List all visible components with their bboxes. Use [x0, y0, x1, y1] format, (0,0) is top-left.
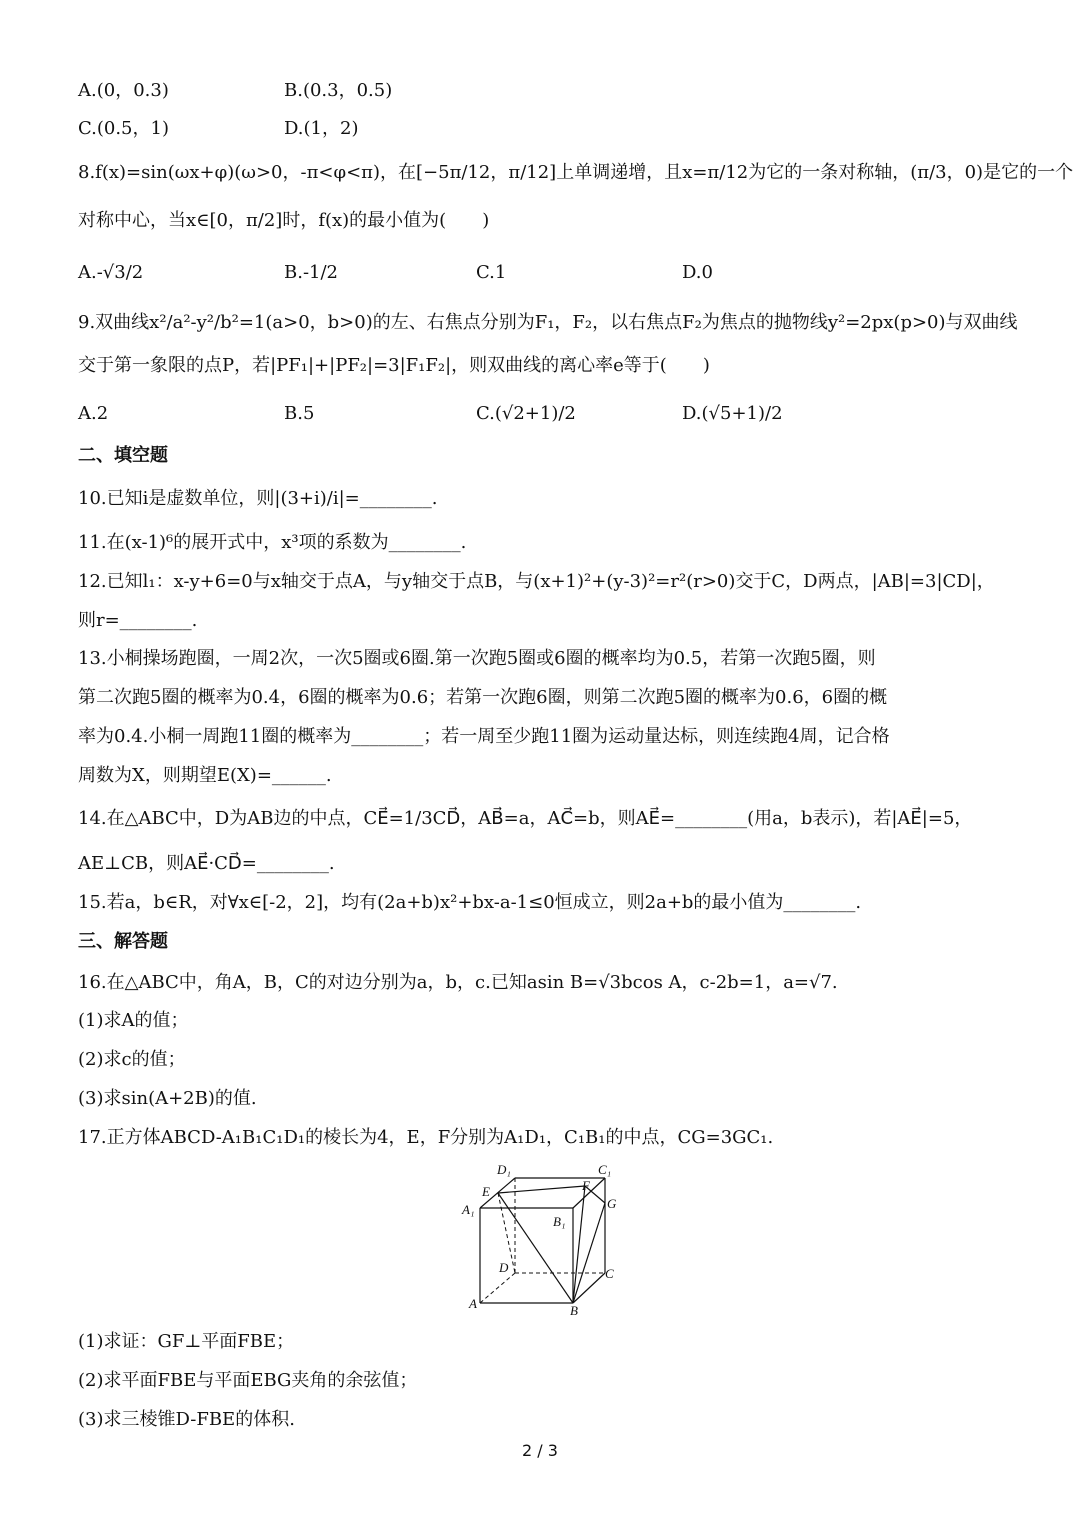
q8-line1: 8.f(x)=sin(ωx+φ)(ω>0，-π<φ<π)，在[−5π/12，π/12]上单调递增，且x=π/12为它的一条对称轴，(π/3，0)是它的一个 [78, 162, 1074, 183]
q8-option-a: A.-√3/2 [78, 262, 144, 283]
q7-option-a: A.(0，0.3) [78, 80, 169, 101]
q16-line1: 16.在△ABC中，角A，B，C的对边分别为a，b，c.已知asin B=√3bcos A，c-2b=1，a=√7. [78, 972, 838, 993]
label-d: D [499, 1260, 509, 1275]
q8-option-b: B.-1/2 [284, 262, 338, 283]
cube-figure [455, 1158, 630, 1318]
q17-part2: (2)求平面FBE与平面EBG夹角的余弦值； [78, 1370, 418, 1391]
q7-option-d: D.(1，2) [284, 118, 359, 139]
q9-option-d: D.(√5+1)/2 [682, 403, 783, 424]
section-fill-in-heading: 二、填空题 [78, 445, 168, 466]
q8-option-c: C.1 [476, 262, 507, 283]
q9-line1: 9.双曲线x²/a²-y²/b²=1(a>0，b>0)的左、右焦点分别为F₁，F₂，以右焦点F₂为焦点的抛物线y²=2px(p>0)与双曲线 [78, 312, 1018, 333]
q17-part3: (3)求三棱锥D-FBE的体积. [78, 1409, 295, 1430]
q13-line2: 第二次跑5圈的概率为0.4，6圈的概率为0.6；若第一次跑6圈，则第二次跑5圈的概率为0.6，6圈的概 [78, 687, 888, 708]
q8-line2: 对称中心，当x∈[0，π/2]时，f(x)的最小值为( ) [78, 210, 490, 231]
label-b: B [570, 1303, 578, 1318]
q12-line2: 则r=________. [78, 610, 198, 631]
q13-line4: 周数为X，则期望E(X)=______. [78, 765, 332, 786]
q11-text: 11.在(x-1)⁶的展开式中，x³项的系数为________. [78, 532, 467, 553]
q7-option-c: C.(0.5，1) [78, 118, 169, 139]
q13-line1: 13.小桐操场跑圈，一周2次，一次5圈或6圈.第一次跑5圈或6圈的概率均为0.5，若第一次跑5圈，则 [78, 648, 876, 669]
q9-option-a: A.2 [78, 403, 109, 424]
q14-line2: AE⊥CB，则AE⃗·CD⃗=________. [78, 853, 335, 874]
label-d1: D₁ [497, 1162, 511, 1177]
label-f: F [582, 1178, 590, 1193]
label-e: E [482, 1184, 490, 1199]
page-number: 2 / 3 [522, 1441, 558, 1460]
label-b1: B₁ [553, 1214, 566, 1229]
q9-line2: 交于第一象限的点P，若|PF₁|+|PF₂|=3|F₁F₂|，则双曲线的离心率e等于( ) [78, 355, 710, 376]
q10-text: 10.已知i是虚数单位，则|(3+i)/i|=________. [78, 488, 438, 509]
q13-line3: 率为0.4.小桐一周跑11圈的概率为________；若一周至少跑11圈为运动量达标，则连续跑4周，记合格 [78, 726, 890, 747]
q14-line1: 14.在△ABC中，D为AB边的中点，CE⃗=1/3CD⃗，AB⃗=a，AC⃗=b，则AE⃗=________(用a，b表示)，若|AE⃗|=5， [78, 808, 973, 829]
q9-option-b: B.5 [284, 403, 315, 424]
q16-part1: (1)求A的值； [78, 1010, 189, 1031]
q17-line1: 17.正方体ABCD-A₁B₁C₁D₁的棱长为4，E，F分别为A₁D₁，C₁B₁的中点，CG=3GC₁. [78, 1127, 774, 1148]
label-c: C [605, 1266, 614, 1281]
label-c1: C₁ [598, 1162, 612, 1177]
q15-text: 15.若a，b∈R，对∀x∈[-2，2]，均有(2a+b)x²+bx-a-1≤0恒成立，则2a+b的最小值为________. [78, 892, 862, 913]
q16-part2: (2)求c的值； [78, 1049, 186, 1070]
section-solutions-heading: 三、解答题 [78, 931, 168, 952]
q12-line1: 12.已知l₁：x-y+6=0与x轴交于点A，与y轴交于点B，与(x+1)²+(y-3)²=r²(r>0)交于C，D两点，|AB|=3|CD|， [78, 571, 995, 592]
q17-part1: (1)求证：GF⊥平面FBE； [78, 1331, 295, 1352]
label-a1: A₁ [462, 1202, 475, 1217]
q8-option-d: D.0 [682, 262, 713, 283]
q16-part3: (3)求sin(A+2B)的值. [78, 1088, 257, 1109]
label-g: G [607, 1196, 617, 1211]
q7-option-b: B.(0.3，0.5) [284, 80, 393, 101]
label-a: A [469, 1296, 477, 1311]
q9-option-c: C.(√2+1)/2 [476, 403, 576, 424]
